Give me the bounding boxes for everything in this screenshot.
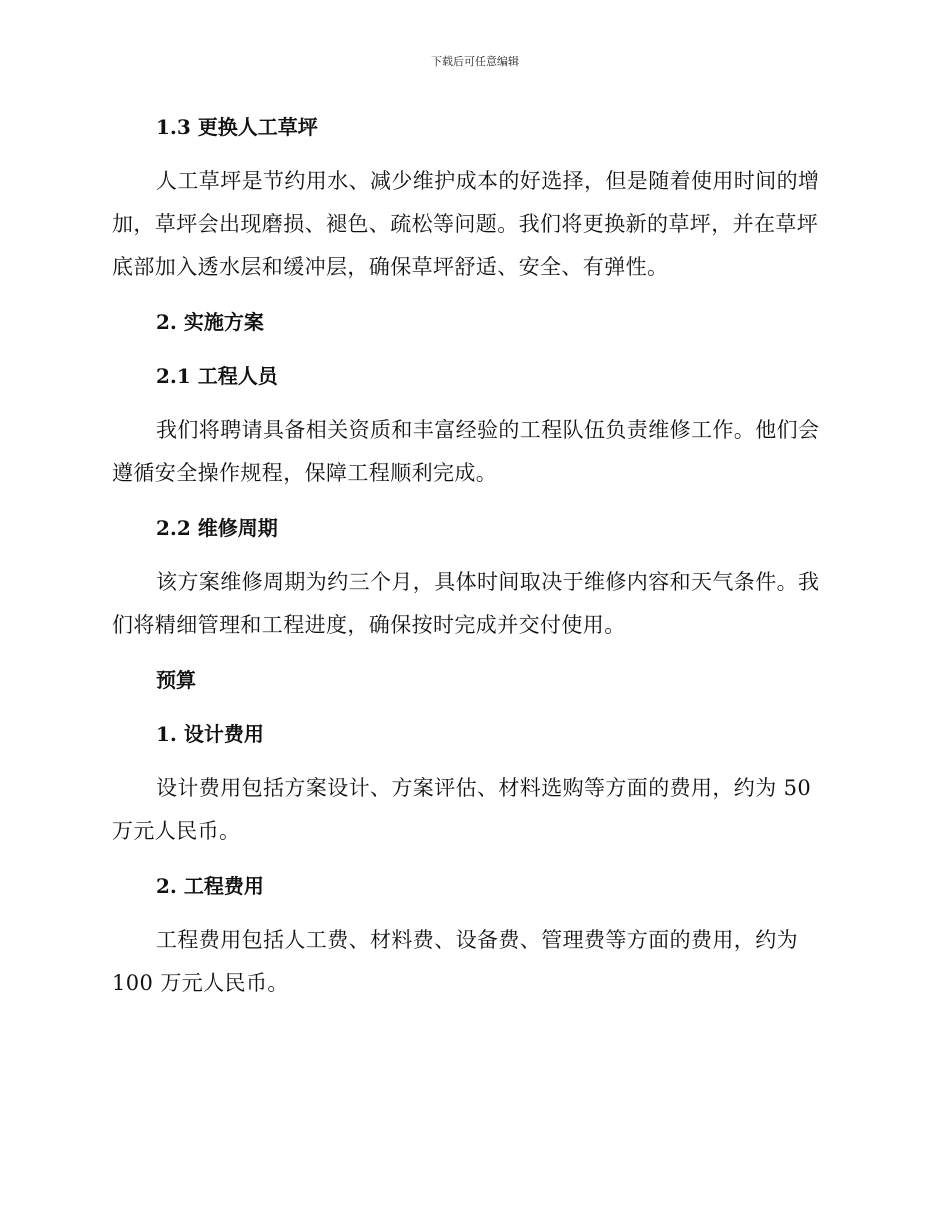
section-heading-2-1: 2.1 工程人员 — [156, 364, 278, 388]
paragraph-artificial-turf: 人工草坪是节约用水、减少维护成本的好选择，但是随着使用时间的增加，草坪会出现磨损、褪色、疏松等问题。我们将更换新的草坪，并在草坪底部加入透水层和缓冲层，确保草坪舒适、安全、有弹性。 — [112, 169, 820, 279]
paragraph-engineering-cost: 工程费用包括人工费、材料费、设备费、管理费等方面的费用，约为 100 万元人民币。 — [112, 928, 798, 995]
page-header: 下载后可任意编辑 — [431, 55, 519, 68]
section-heading-2: 2. 实施方案 — [156, 310, 264, 334]
paragraph-maintenance-period: 该方案维修周期为约三个月，具体时间取决于维修内容和天气条件。我们将精细管理和工程进度，确保按时完成并交付使用。 — [112, 570, 820, 637]
section-heading-2-2: 2.2 维修周期 — [156, 516, 278, 540]
section-heading-1-3: 1.3 更换人工草坪 — [156, 115, 318, 139]
section-heading-engineering-cost: 2. 工程费用 — [156, 874, 264, 898]
paragraph-engineering-staff: 我们将聘请具备相关资质和丰富经验的工程队伍负责维修工作。他们会遵循安全操作规程，保障工程顺利完成。 — [112, 418, 820, 485]
section-heading-design-cost: 1. 设计费用 — [156, 722, 264, 746]
paragraph-design-cost: 设计费用包括方案设计、方案评估、材料选购等方面的费用，约为 50 万元人民币。 — [112, 776, 812, 843]
section-heading-budget: 预算 — [156, 668, 196, 692]
